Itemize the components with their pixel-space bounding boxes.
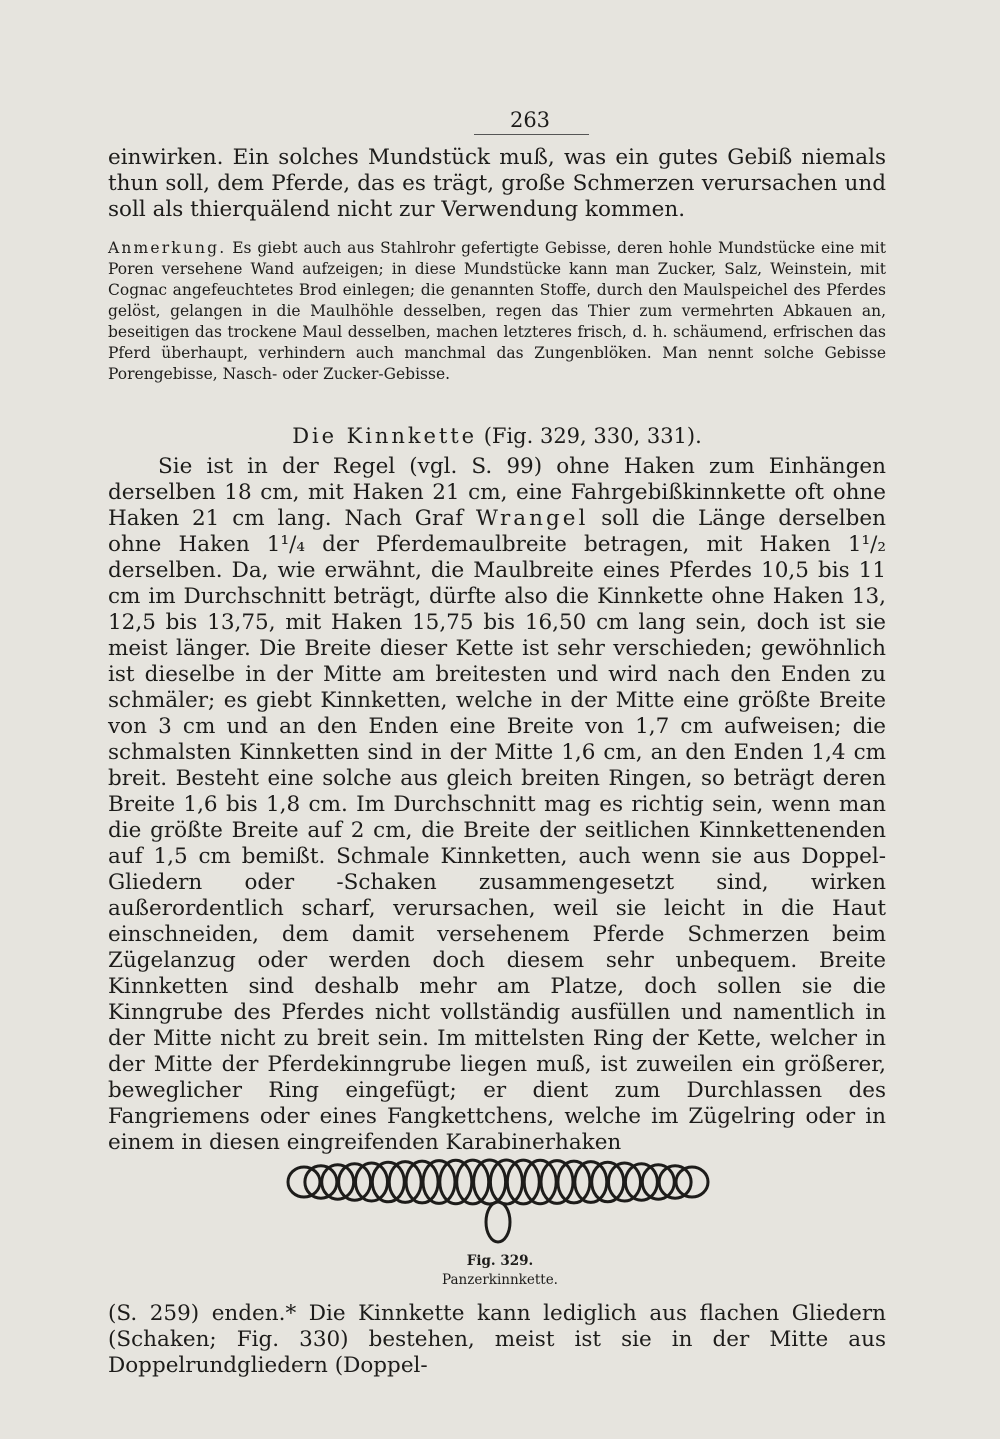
page-number-rule [474, 134, 589, 135]
author-name: Wrangel [475, 506, 589, 531]
paragraph-chinchain [108, 454, 886, 1156]
chain-illustration [286, 1142, 710, 1248]
paragraph-continuation: (S. 259) enden.* Die Kinnkette kann lediglich aus flachen Gliedern (Schaken; Fig. 330) bestehen, meist ist sie in der Mitte aus Doppelrundgliedern (Doppel- [108, 1301, 886, 1378]
paragraph-chinchain-part-1: Sie ist in der Regel (vgl. S. 99) ohne Haken zum Einhängen derselben 18 cm, mit Haken 21 cm, eine Fahrgebißkinnkette oft ohne Haken 21 cm lang. Nach Graf [108, 454, 886, 531]
heading-title: Die Kinnkette [292, 424, 477, 448]
note-paragraph [108, 238, 886, 385]
chain-center-loop [486, 1202, 510, 1242]
paragraph-intro: einwirken. Ein solches Mundstück muß, was ein gutes Gebiß niemals thun soll, dem Pferde, das es trägt, große Schmerzen verursachen und soll als thierquälend nicht zur Verwendung kommen. [108, 145, 886, 222]
figure-label: Fig. 329. [466, 1253, 534, 1269]
heading-figure-ref: (Fig. 329, 330, 331). [483, 424, 702, 448]
note-text: Es giebt auch aus Stahlrohr gefertigte Gebisse, deren hohle Mundstücke eine mit Poren versehene Wand aufzeigen; in diese Mundstücke kann man Zucker, Salz, Weinstein, mit Cognac angefeuchtetes Brod einlegen; die genannten Stoffe, durch den Maulspeichel des Pferdes gelöst, gelangen in die Maulhöhle desselben, regen das Thier zum vermehrten Abkauen an, beseitigen das trockene Maul desselben, machen letzteres frisch, d. h. schäumend, erfrischen das Pferd überhaupt, verhindern auch manchmal das Zungenblöken. Man nennt solche Gebisse Porengebisse, Nasch- oder Zucker-Gebisse. [108, 239, 886, 383]
figure-caption: Panzerkinnkette. [442, 1272, 558, 1288]
note-label: Anmerkung. [108, 239, 227, 257]
paragraph-chinchain-part-2: soll die Länge derselben ohne Haken 1¹/₄ der Pferdemaulbreite betragen, mit Haken 1¹/₂ derselben. Da, wie erwähnt, die Maulbreite eines Pferdes 10,5 bis 11 cm im Durchschnitt beträgt, dürfte also die Kinnkette ohne Haken 13, 12,5 bis 13,75, mit Haken 15,75 bis 16,50 cm lang sein, doch ist sie meist länger. Die Breite dieser Kette ist sehr verschieden; gewöhnlich ist dieselbe in der Mitte am breitesten und wird nach den Enden zu schmäler; es giebt Kinnketten, welche in der Mitte eine größte Breite von 3 cm und an den Enden eine Breite von 1,7 cm aufweisen; die schmalsten Kinnketten sind in der Mitte 1,6 cm, an den Enden 1,4 cm breit. Besteht eine solche aus gleich breiten Ringen, so beträgt deren Breite 1,6 bis 1,8 cm. Im Durchschnitt mag es richtig sein, wenn man die größte Breite auf 2 cm, die Breite der seitlichen Kinnkettenenden auf 1,5 cm bemißt. Schmale Kinnketten, auch wenn sie aus Doppel-Gliedern oder -Schaken zusammengesetzt sind, wirken außerordentlich scharf, verursachen, weil sie leicht in die Haut einschneiden, dem damit versehenem Pferde Schmerzen beim Zügelanzug oder werden doch diesem sehr unbequem. Breite Kinnketten sind deshalb mehr am Platze, doch sollen sie die Kinngrube des Pferdes nicht vollständig ausfüllen und namentlich in der Mitte nicht zu breit sein. Im mittelsten Ring der Kette, welcher in der Mitte der Pferdekinngrube liegen muß, ist zuweilen ein größerer, beweglicher Ring eingefügt; er dient zum Durchlassen des Fangriemens oder eines Fangkettchens, welche im Zügelring oder in einem in diesen eingreifenden Karabinerhaken [108, 506, 886, 1155]
section-heading [108, 424, 886, 448]
page-number: 263 [509, 108, 551, 132]
